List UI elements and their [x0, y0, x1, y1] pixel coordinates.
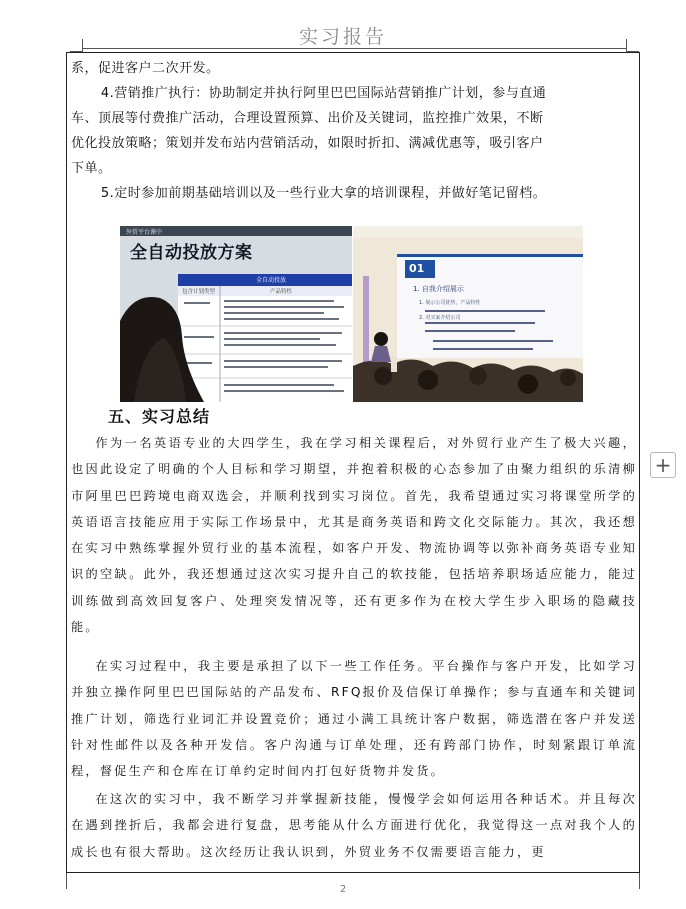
page-number: 2 [339, 884, 347, 895]
item-4-line-2: 车、顶展等付费推广活动，合理设置预算、出价及关键词，监控推广效果，不断 [71, 111, 544, 126]
top-paragraphs [71, 56, 637, 206]
summary-paragraph-3: 在这次的实习中，我不断学习并掌握新技能，慢慢学会如何运用各种话术。并且每次在遇到挫折后，我都会进行复盘，思考能从什么方面进行优化，我觉得这一点对我个人的成长也有很大帮助。这次经历让我认识到，外贸业务不仅需要语言能力，更 [71, 792, 637, 859]
slide-corner-text: 外贸平台课中 [126, 229, 163, 236]
slide-col-right: 产品特性 [270, 289, 293, 295]
section-title: 五、实习总结 [108, 407, 211, 426]
header-rule [82, 48, 626, 49]
training-photo-classroom [353, 226, 583, 402]
continued-line: 系，促进客户二次开发。 [71, 61, 220, 76]
slide-badge: 01 [409, 262, 425, 275]
add-button[interactable]: + [650, 452, 676, 478]
slide-line-1: 1. 展示公司优势，产品特性 [419, 300, 481, 306]
header-title: 实习报告 [298, 26, 387, 48]
training-photo-slide [120, 226, 352, 402]
item-4-line-1: 4.营销推广执行：协助制定并执行阿里巴巴国际站营销推广计划，参与直通 [100, 86, 547, 101]
slide-title: 全自动投放方案 [130, 243, 253, 263]
item-5: 5.定时参加前期基础培训以及一些行业大拿的培训课程，并做好笔记留档。 [100, 186, 547, 201]
item-4-line-3: 优化投放策略；策划并发布站内营销活动，如限时折扣、满减优惠等，吸引客户 [71, 136, 544, 151]
slide-table-header: 全自动投放 [256, 277, 287, 284]
classroom-photo-graphic [353, 226, 583, 402]
slide-heading: 1. 自我介绍展示 [413, 285, 464, 293]
slide-line-2: 2. 对买家介绍公司 [419, 315, 461, 321]
summary-paragraph-2: 在实习过程中，我主要是承担了以下一些工作任务。平台操作与客户开发，比如学习并独立操作阿里巴巴国际站的产品发布、RFQ报价及信保订单操作；参与直通车和关键词推广计划，筛选行业词汇并设置竞价；通过小满工具统计客户数据，筛选潜在客户并发送针对性邮件以及各种开发信。客户沟通与订单处理，还有跨部门协作，时刻紧跟订单流程，督促生产和仓库在订单约定时间内打包好货物并发货。 [71, 659, 637, 779]
item-4-line-4: 下单。 [71, 161, 112, 176]
slide-col-left: 包含计划类型 [182, 289, 216, 295]
crop-mark-top-left [70, 39, 83, 52]
summary-paragraph-1: 作为一名英语专业的大四学生，我在学习相关课程后，对外贸行业产生了极大兴趣，也因此设定了明确的个人目标和学习期望，并抱着积极的心态参加了由聚力组织的乐清柳市阿里巴巴跨境电商双选会，并顺利找到实习岗位。首先，我希望通过实习将课堂所学的英语语言技能应用于实际工作场景中，尤其是商务英语和跨文化交际能力。其次，我还想在实习中熟练掌握外贸行业的基本流程，如客户开发、物流协调等以弥补商务英语专业知识的空缺。此外，我还想通过这次实习提升自己的软技能，包括培养职场适应能力，能过训练做到高效回复客户、处理突发情况等，还有更多作为在校大学生步入职场的隐藏技能。 [71, 436, 637, 635]
crop-mark-top-right [626, 39, 639, 52]
